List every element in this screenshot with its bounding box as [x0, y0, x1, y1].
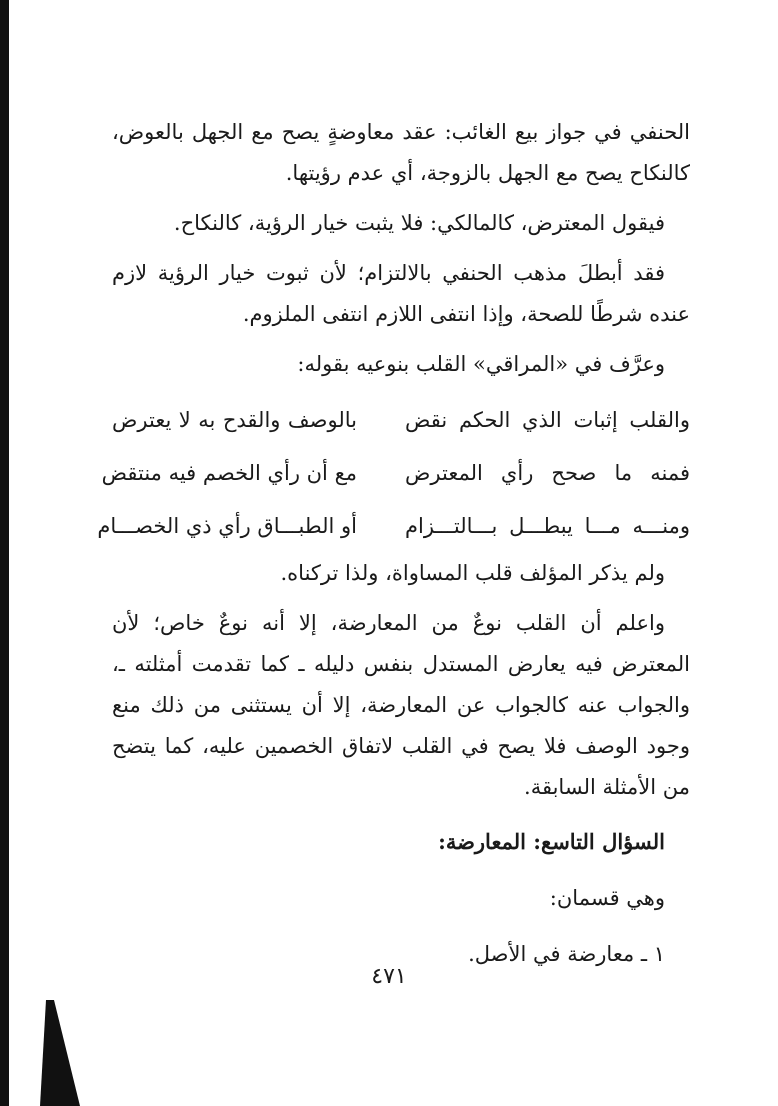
paragraph-invalidation: فقد أبطلَ مذهب الحنفي بالالتزام؛ لأن ثبوت خيار الرؤية لازم عنده شرطًا للصحة، وإذا انتفى اللازم انتفى الملزوم.: [112, 261, 690, 326]
scan-corner-wedge: [40, 1000, 80, 1106]
paragraph-qalb-muarada: واعلم أن القلب نوعٌ من المعارضة، إلا أنه نوعٌ خاص؛ لأن المعترض فيه يعارض المستدل بنفس دليله ـ كما تقدمت أمثلته ـ، والجواب عنه كالجواب عن المعارضة، إلا أن يستثنى من ذلك منع وجود الوصف فلا يصح في القلب لاتفاق الخصمين عليه، كما يتضح من الأمثلة السابقة.: [112, 611, 690, 799]
paragraph-musawat: ولم يذكر المؤلف قلب المساواة، ولذا تركناه.: [280, 561, 665, 585]
scan-edge-bar: [0, 0, 9, 1106]
verse-second-hemistich: مع أن رأي الخصم فيه منتقض: [101, 461, 357, 485]
verse-first-hemistich: والقلب إثبات الذي الحكم نقض: [405, 408, 690, 432]
paragraph-bay-al-ghaib: الحنفي في جواز بيع الغائب: عقد معاوضةٍ يصح مع الجهل بالعوض، كالنكاح يصح مع الجهل بالزوجة، أي عدم رؤيتها.: [112, 120, 690, 185]
verse-second-hemistich: بالوصف والقدح به لا يعترض: [112, 408, 357, 432]
section-heading: السؤال التاسع: المعارضة:: [438, 829, 665, 854]
verse-first-hemistich: ومنـــه مـــا يبطـــل بـــالتـــزام: [405, 514, 690, 538]
section-intro-line: وهي قسمان:: [549, 886, 665, 910]
page-body: [97, 112, 690, 982]
verse-first-hemistich: فمنه ما صحح رأي المعترض: [405, 461, 690, 485]
verse-second-hemistich: أو الطبـــاق رأي ذي الخصـــام: [97, 514, 357, 538]
paragraph-maraqi-intro: وعرَّف في «المراقي» القلب بنوعيه بقوله:: [297, 352, 665, 376]
paragraph-objector-maliki: فيقول المعترض، كالمالكي: فلا يثبت خيار الرؤية، كالنكاح.: [173, 211, 665, 235]
verse-line: [112, 394, 690, 447]
verse-line: [97, 500, 690, 553]
verse-line: [101, 447, 690, 500]
list-item: ١ ـ معارضة في الأصل.: [468, 942, 665, 966]
poem-verses: [97, 394, 690, 553]
page-number: ٤٧١: [371, 964, 407, 989]
